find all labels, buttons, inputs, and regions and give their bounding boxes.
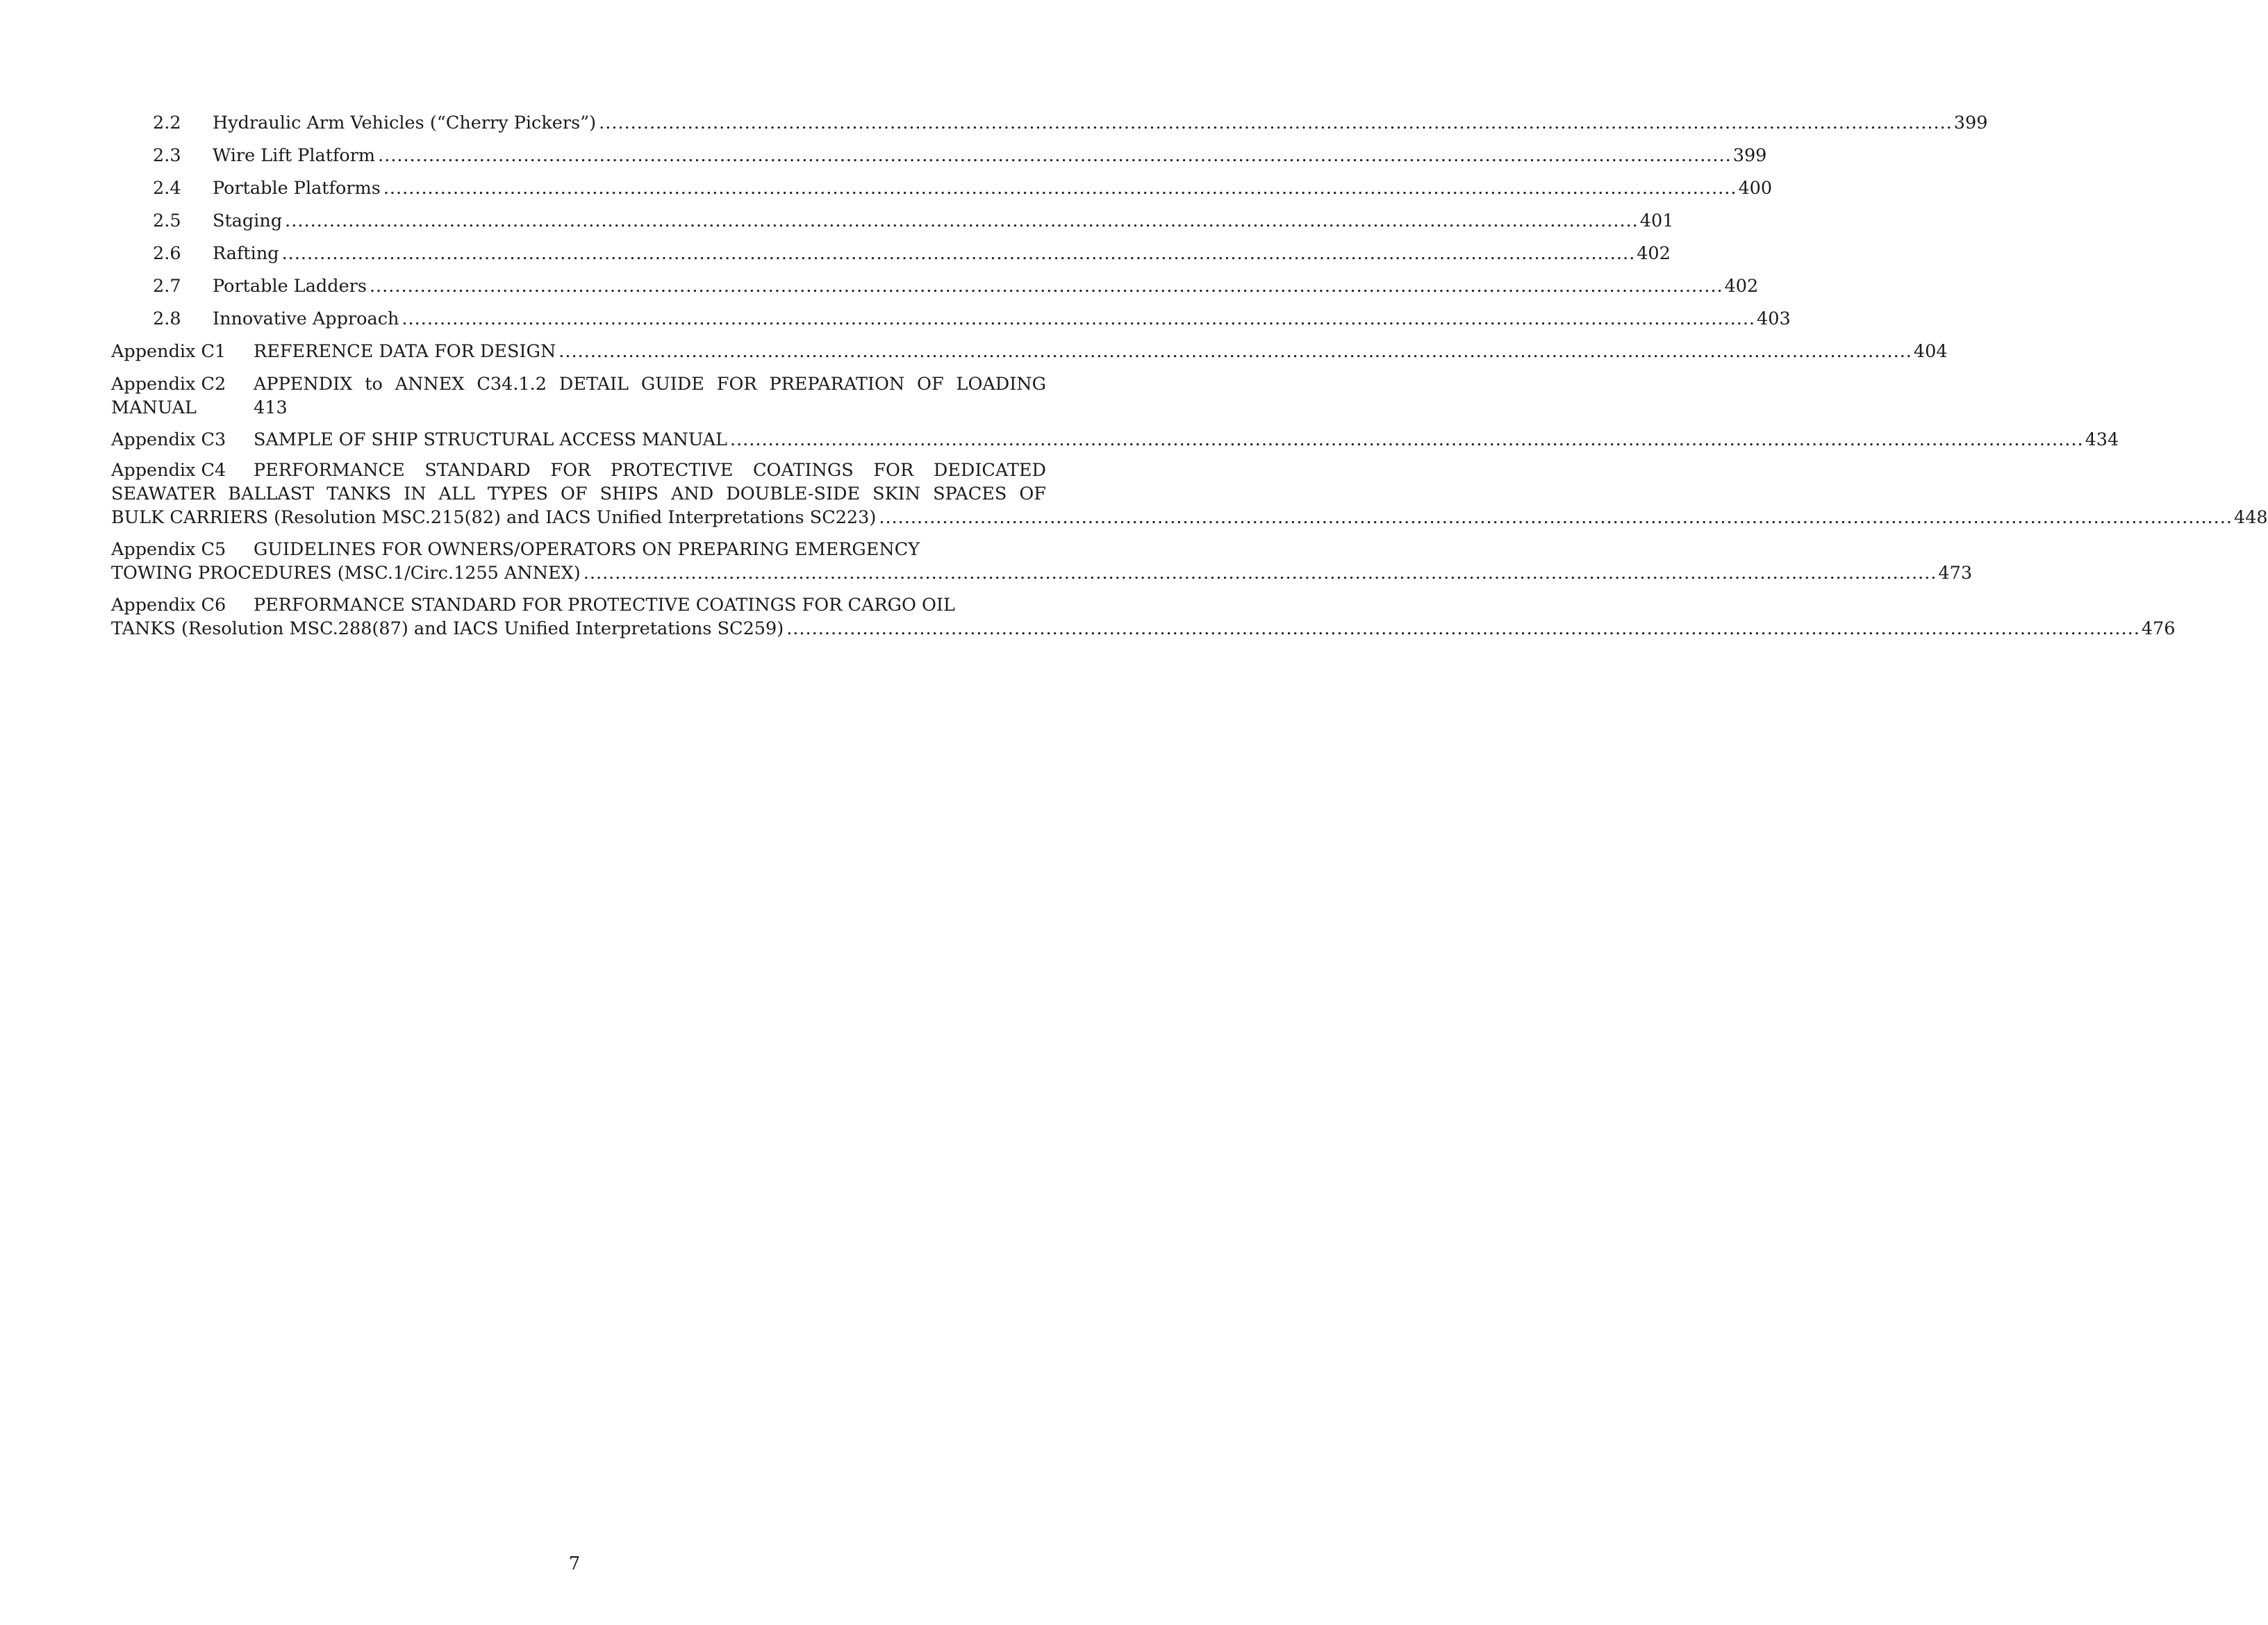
appendix-title: SAMPLE OF SHIP STRUCTURAL ACCESS MANUAL [254,429,727,450]
appendix-label: Appendix C5 [111,539,226,560]
dot-leader: ...................................................................................................................................................................................................................... [599,113,1953,133]
appendix-title-line-2: SEAWATER BALLAST TANKS IN ALL TYPES OF SHIPS AND DOUBLE-SIDE SKIN SPACES OF [111,484,1046,504]
toc-entry-2-7[interactable] [111,274,1759,307]
toc-entry-appendix-c5[interactable] [111,538,1973,585]
toc-entry-2-2[interactable] [111,111,1988,144]
appendix-page-number: 434 [2085,429,2119,450]
dot-leader: ...................................................................................................................................................................................................................... [729,429,2084,450]
appendix-label: Appendix C4 [111,460,226,481]
appendix-label: Appendix C2 [111,374,226,395]
appendix-title: REFERENCE DATA FOR DESIGN [254,341,556,362]
dot-leader: ...................................................................................................................................................................................................................... [786,618,2140,639]
appendix-page-number: 448 [2233,507,2268,528]
appendix-page-number: 404 [1913,341,1948,362]
appendix-title-line-2: TOWING PROCEDURES (MSC.1/Circ.1255 ANNEX) [111,563,581,584]
section-number: 2.7 [153,276,181,297]
toc-entry-appendix-c2[interactable] [111,372,1046,420]
appendix-title-line-3: BULK CARRIERS (Resolution MSC.215(82) and IACS Unified Interpretations SC223) [111,507,877,528]
section-title: Portable Ladders [213,276,367,297]
toc-entry-2-4[interactable] [111,176,1773,209]
appendix-page-number: 476 [2141,618,2176,639]
dot-leader: ...................................................................................................................................................................................................................... [285,211,1639,231]
section-number: 2.6 [153,243,181,264]
appendix-title-line-1: PERFORMANCE STANDARD FOR PROTECTIVE COATINGS FOR CARGO OIL [254,595,955,616]
toc-entry-appendix-c3[interactable] [111,428,2119,459]
appendix-title-line-1: PERFORMANCE STANDARD FOR PROTECTIVE COATINGS FOR DEDICATED [254,460,1046,481]
toc-entry-appendix-c1[interactable] [111,340,1948,372]
section-number: 2.4 [153,178,181,199]
toc-entry-2-6[interactable] [111,242,1671,274]
section-page-number: 402 [1637,243,1671,264]
dot-leader: ...................................................................................................................................................................................................................... [583,563,1937,584]
appendix-title-line-2: TANKS (Resolution MSC.288(87) and IACS Unified Interpretations SC259) [111,618,784,639]
section-number: 2.2 [153,113,181,133]
section-number: 2.8 [153,308,181,329]
appendix-title-line-1: GUIDELINES FOR OWNERS/OPERATORS ON PREPARING EMERGENCY [254,539,920,560]
section-title: Portable Platforms [213,178,381,199]
section-number: 2.5 [153,211,181,231]
dot-leader: ...................................................................................................................................................................................................................... [383,178,1737,199]
dot-leader: ...................................................................................................................................................................................................................... [558,341,1912,362]
toc-entry-2-3[interactable] [111,144,1767,176]
dot-leader: ...................................................................................................................................................................................................................... [378,145,1732,166]
section-page-number: 399 [1732,145,1767,166]
appendix-title-line-1: APPENDIX to ANNEX C34.1.2 DETAIL GUIDE FOR PREPARATION OF LOADING [254,374,1046,395]
section-number: 2.3 [153,145,181,166]
section-title: Staging [213,211,283,231]
section-title: Hydraulic Arm Vehicles (“Cherry Pickers”) [213,113,597,133]
toc-entry-2-5[interactable] [111,209,1674,242]
dot-leader: ...................................................................................................................................................................................................................... [879,507,2233,528]
toc-entry-2-8[interactable] [111,307,1791,340]
section-page-number: 399 [1953,113,1988,133]
toc-entry-appendix-c6[interactable] [111,593,2176,641]
dot-leader: ...................................................................................................................................................................................................................... [281,243,1636,264]
section-title: Wire Lift Platform [213,145,376,166]
dot-leader: ...................................................................................................................................................................................................................... [369,276,1723,297]
page-number: 7 [568,1553,581,1574]
section-page-number: 401 [1639,211,1674,231]
appendix-label: Appendix C3 [111,429,226,450]
toc-entry-appendix-c4[interactable] [111,459,2268,529]
section-page-number: 402 [1724,276,1759,297]
appendix-label: Appendix C6 [111,595,226,616]
appendix-label: Appendix C1 [111,341,226,362]
table-of-contents [111,111,2268,649]
appendix-page-number: 473 [1938,563,1973,584]
section-page-number: 403 [1757,308,1791,329]
section-title: Innovative Approach [213,308,399,329]
section-title: Rafting [213,243,279,264]
section-page-number: 400 [1738,178,1773,199]
appendix-page-number: 413 [254,397,288,418]
dot-leader: ...................................................................................................................................................................................................................... [402,308,1756,329]
appendix-title-line-2: MANUAL [111,397,197,418]
